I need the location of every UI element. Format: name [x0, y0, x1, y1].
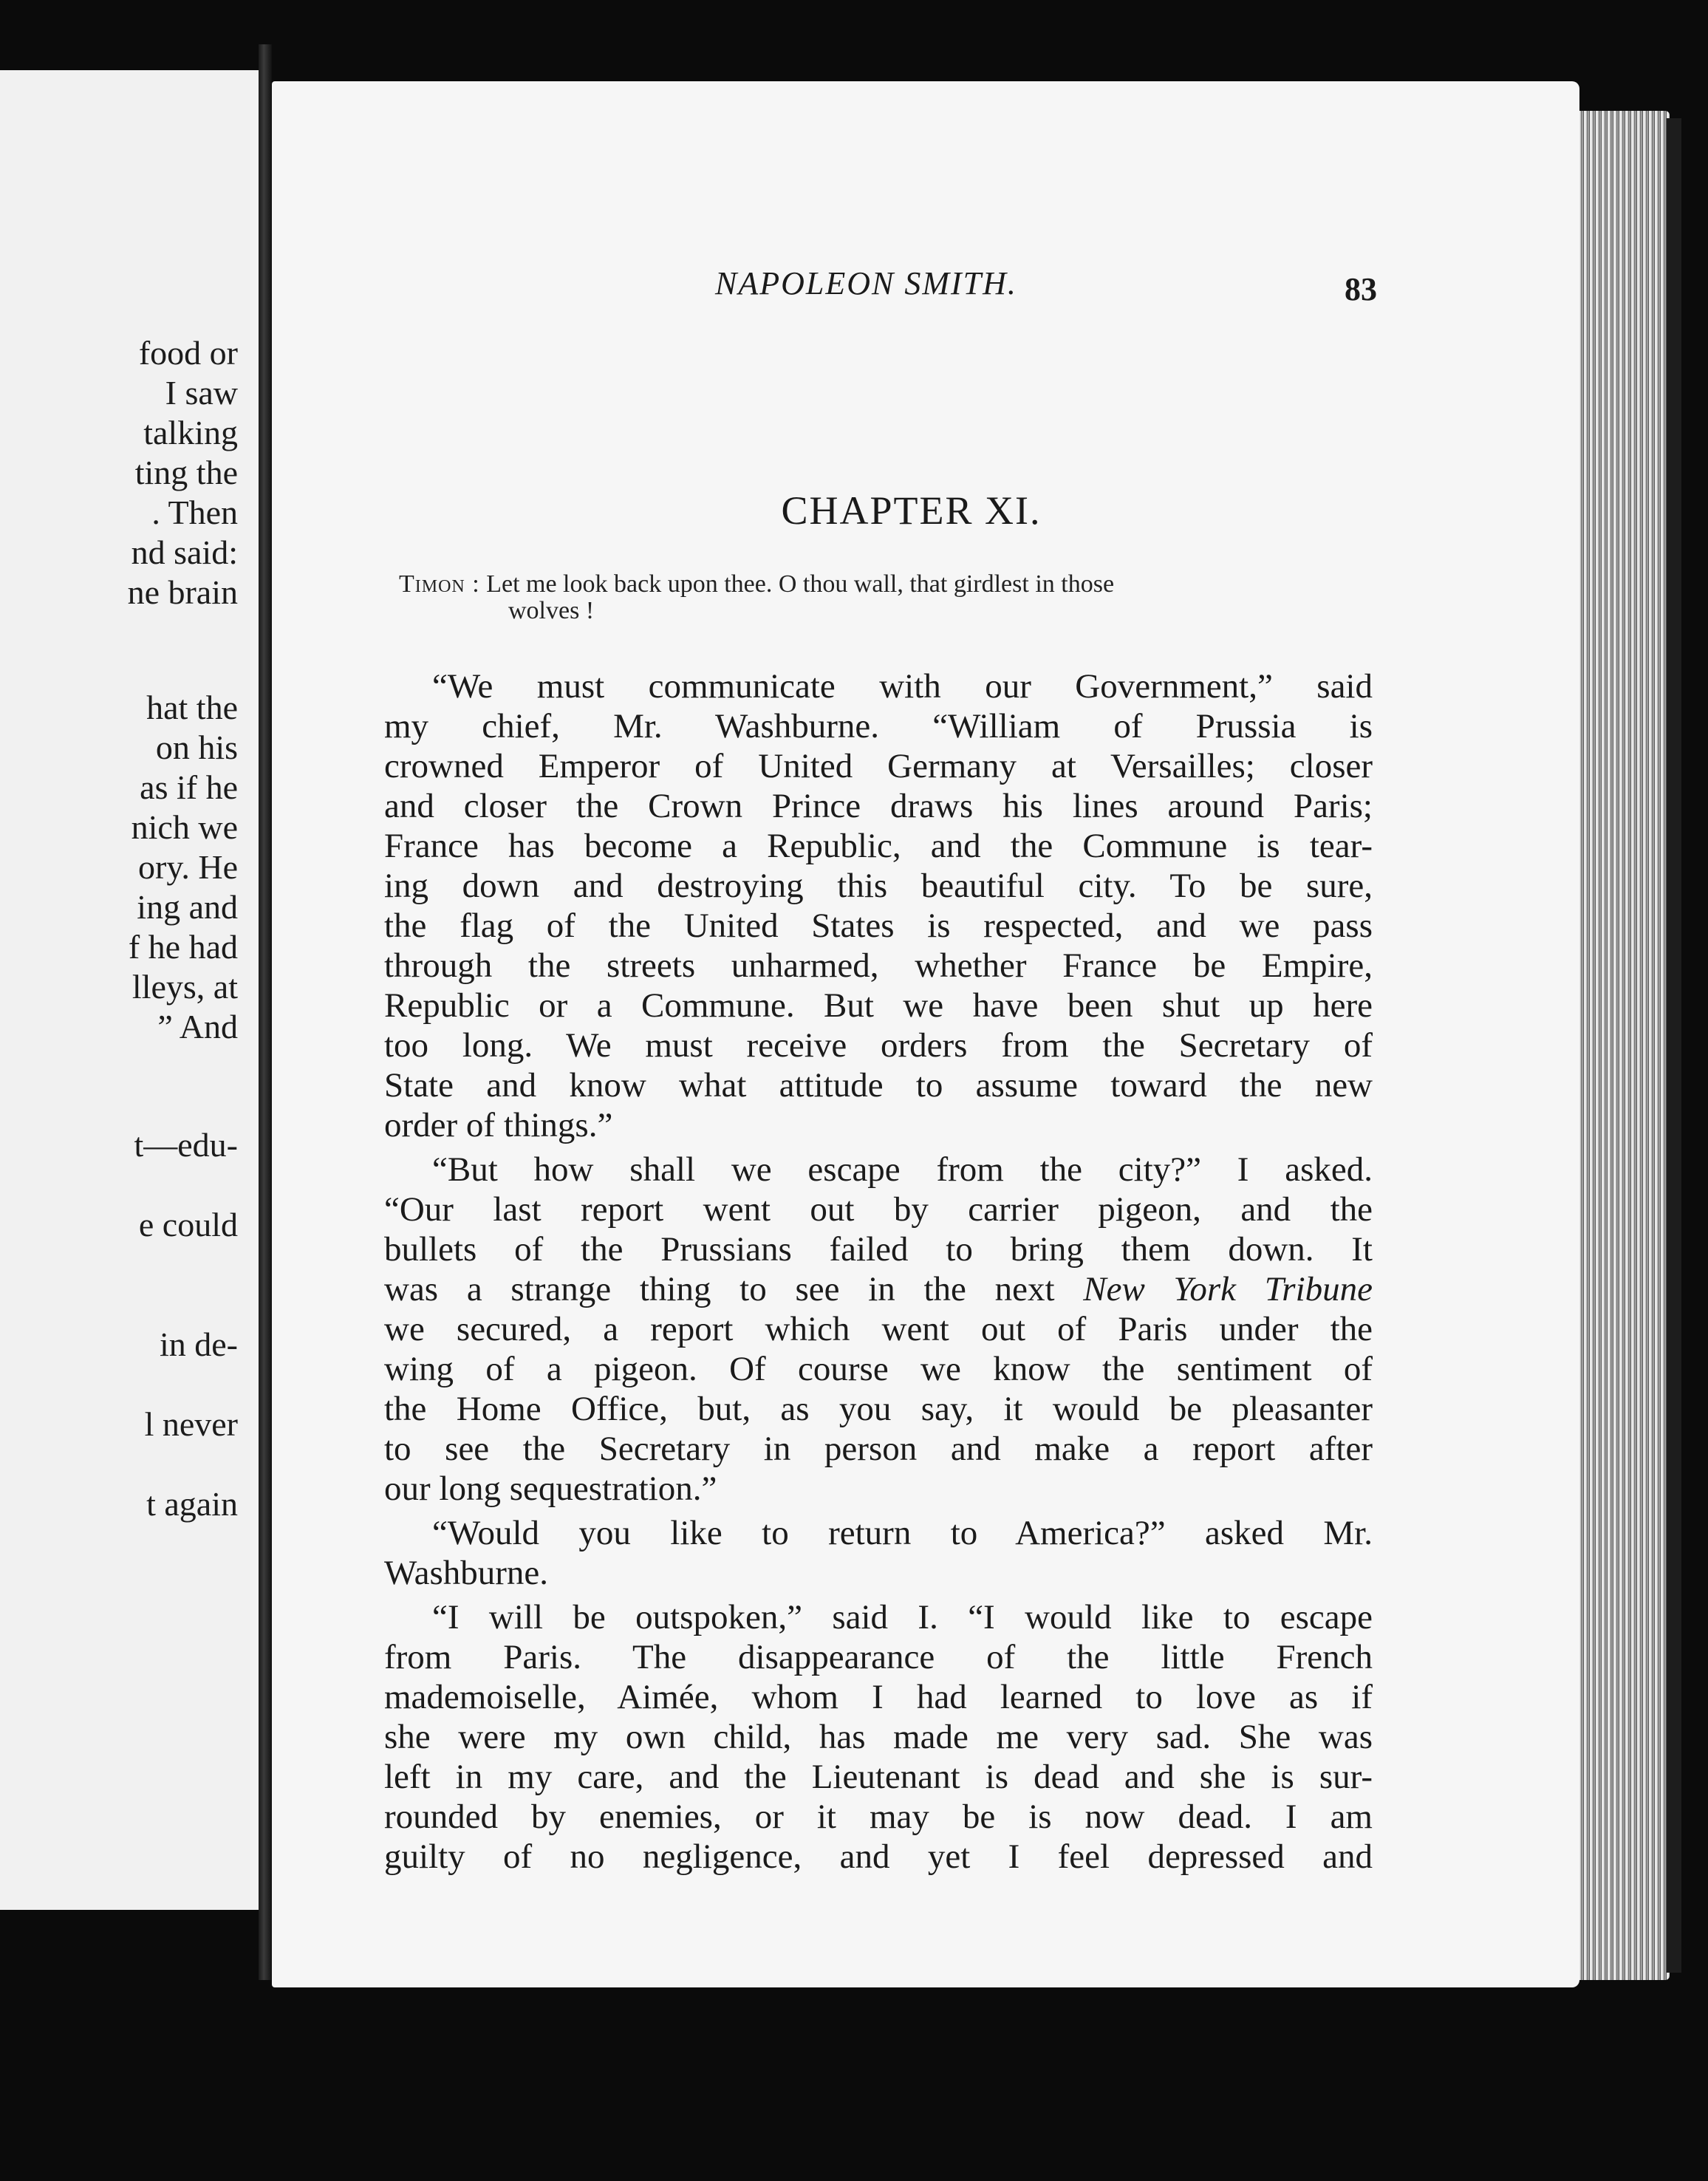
body-line: to see the Secretary in person and make a report after: [384, 1430, 1373, 1468]
left-page-fragment: talking: [143, 414, 238, 451]
left-page-fragment: on his: [155, 728, 238, 766]
book-gutter: [259, 44, 272, 1980]
body-text: was a strange thing to see in the next: [384, 1270, 1055, 1308]
left-page-fragment: in de-: [159, 1325, 238, 1363]
body-line: Washburne.: [384, 1554, 549, 1592]
left-page-fragment: . Then: [151, 494, 238, 531]
left-page-fragment: l never: [144, 1405, 238, 1443]
body-line: Republic or a Commune. But we have been shut up here: [384, 986, 1373, 1025]
body-line: “We must communicate with our Government,” said: [432, 667, 1373, 706]
left-page-fragment: hat the: [146, 689, 238, 726]
body-line: mademoiselle, Aimée, whom I had learned to love as if: [384, 1678, 1373, 1716]
running-head: NAPOLEON SMITH.: [715, 265, 1017, 301]
left-page-fragment: nd said:: [131, 533, 238, 571]
body-line: rounded by enemies, or it may be is now dead. I am: [384, 1798, 1373, 1836]
left-page-fragment: e could: [138, 1206, 238, 1243]
epigraph-continuation: wolves !: [508, 597, 595, 624]
left-page-fragment: t again: [146, 1485, 238, 1523]
left-page-fragment: ory. He: [138, 848, 238, 886]
chapter-heading: [0, 488, 1708, 533]
body-line: order of things.”: [384, 1106, 613, 1144]
left-page-fragment: t—edu-: [134, 1126, 238, 1164]
body-line: too long. We must receive orders from the Secretary of: [384, 1026, 1373, 1065]
body-line: wing of a pigeon. Of course we know the sentiment of: [384, 1350, 1373, 1388]
left-facing-page: [0, 70, 261, 1910]
body-line: “But how shall we escape from the city?” I asked.: [432, 1150, 1373, 1189]
body-line: crowned Emperor of United Germany at Versailles; closer: [384, 747, 1373, 785]
left-page-fragment: ” And: [157, 1008, 238, 1045]
body-line: my chief, Mr. Washburne. “William of Prussia is: [384, 707, 1373, 745]
newspaper-title: New York Tribune: [1083, 1270, 1373, 1308]
body-line: ing down and destroying this beautiful city. To be sure,: [384, 867, 1373, 905]
left-page-fragment: ting the: [134, 454, 238, 491]
body-line: through the streets unharmed, whether France be Empire,: [384, 946, 1373, 985]
body-line: our long sequestration.”: [384, 1470, 717, 1508]
body-line: “I will be outspoken,” said I. “I would like to escape: [432, 1598, 1373, 1636]
epigraph: [399, 570, 1114, 598]
chapter-title: CHAPTER XI.: [781, 488, 1042, 533]
body-line: France has become a Republic, and the Commune is tear-: [384, 827, 1373, 865]
body-line: the Home Office, but, as you say, it would be pleasanter: [384, 1390, 1373, 1428]
epigraph-text: Let me look back upon thee. O thou wall, that girdlest in those: [486, 570, 1115, 598]
body-line: the flag of the United States is respected, and we pass: [384, 907, 1373, 945]
body-line: bullets of the Prussians failed to bring them down. It: [384, 1230, 1373, 1269]
body-line: State and know what attitude to assume toward the new: [384, 1066, 1373, 1105]
body-line: and closer the Crown Prince draws his lines around Paris;: [384, 787, 1373, 825]
page-number: 83: [1345, 271, 1377, 307]
left-page-fragment: ne brain: [127, 573, 238, 611]
body-line: “Our last report went out by carrier pigeon, and the: [384, 1190, 1373, 1229]
body-line: left in my care, and the Lieutenant is dead and she is sur-: [384, 1758, 1373, 1796]
epigraph-speaker: Timon :: [399, 570, 480, 598]
page-edges: [1566, 111, 1670, 1980]
left-page-fragment: lleys, at: [131, 968, 238, 1006]
left-page-fragment: nich we: [131, 808, 238, 846]
body-line: we secured, a report which went out of Paris under the: [384, 1310, 1373, 1348]
body-line: guilty of no negligence, and yet I feel depressed and: [384, 1837, 1373, 1876]
body-line: “Would you like to return to America?” asked Mr.: [432, 1514, 1373, 1552]
left-page-fragment: I saw: [165, 374, 238, 412]
left-page-fragment: food or: [138, 334, 238, 372]
left-page-fragment: as if he: [140, 768, 238, 806]
body-line: she were my own child, has made me very sad. She was: [384, 1718, 1373, 1756]
left-page-fragment: f he had: [128, 928, 238, 966]
left-page-fragment: ing and: [137, 888, 238, 926]
body-line: [384, 1272, 1373, 1307]
body-line: from Paris. The disappearance of the little French: [384, 1638, 1373, 1676]
